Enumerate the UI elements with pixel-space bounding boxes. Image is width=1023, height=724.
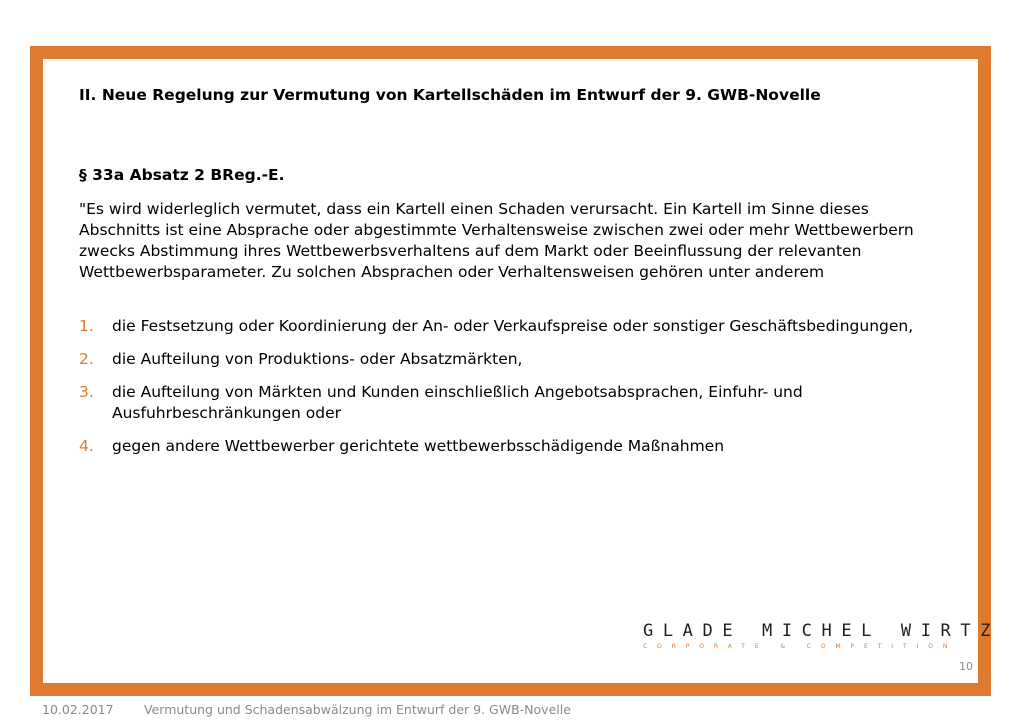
list-item	[79, 436, 939, 457]
list-item-text: die Aufteilung von Märkten und Kunden einschließlich Angebotsabsprachen, Einfuhr- und Ausfuhrbeschränkungen oder	[112, 383, 803, 422]
list-item-number: 2.	[79, 350, 94, 368]
footer-title: Vermutung und Schadensabwälzung im Entwurf der 9. GWB-Novelle	[144, 702, 571, 717]
list-item	[79, 349, 939, 370]
logo-tagline: CORPORATE & COMPETITION	[643, 643, 958, 650]
list-item	[79, 316, 939, 337]
list-item	[79, 382, 939, 424]
footer-date: 10.02.2017	[42, 702, 114, 717]
list-item-number: 4.	[79, 437, 94, 455]
list-item-text: die Festsetzung oder Koordinierung der An- oder Verkaufspreise oder sonstiger Geschäftsbedingungen,	[112, 317, 914, 335]
logo-name: GLADE MICHEL WIRTZ	[643, 621, 1001, 641]
company-logo	[643, 621, 1001, 651]
numbered-list	[79, 316, 939, 469]
slide-heading: II. Neue Regelung zur Vermutung von Kartellschäden im Entwurf der 9. GWB-Novelle	[79, 86, 821, 104]
quote-paragraph: "Es wird widerleglich vermutet, dass ein Kartell einen Schaden verursacht. Ein Kartell im Sinne dieses Abschnitts ist eine Absprache oder abgestimmte Verhaltensweise zwischen zwei oder mehr Wettbewerbern zwecks Abstimmung ihres Wettbewerbsverhaltens auf dem Markt oder Beeinflussung der relevanten Wettbewerbsparameter. Zu solchen Absprachen oder Verhaltensweisen gehören unter anderem	[79, 200, 914, 281]
list-item-number: 1.	[79, 317, 94, 335]
list-item-text: die Aufteilung von Produktions- oder Absatzmärkten,	[112, 350, 523, 368]
list-item-number: 3.	[79, 383, 94, 401]
list-item-text: gegen andere Wettbewerber gerichtete wettbewerbsschädigende Maßnahmen	[112, 437, 725, 455]
page-number: 10	[959, 660, 973, 673]
section-title: § 33a Absatz 2 BReg.-E.	[79, 166, 285, 184]
